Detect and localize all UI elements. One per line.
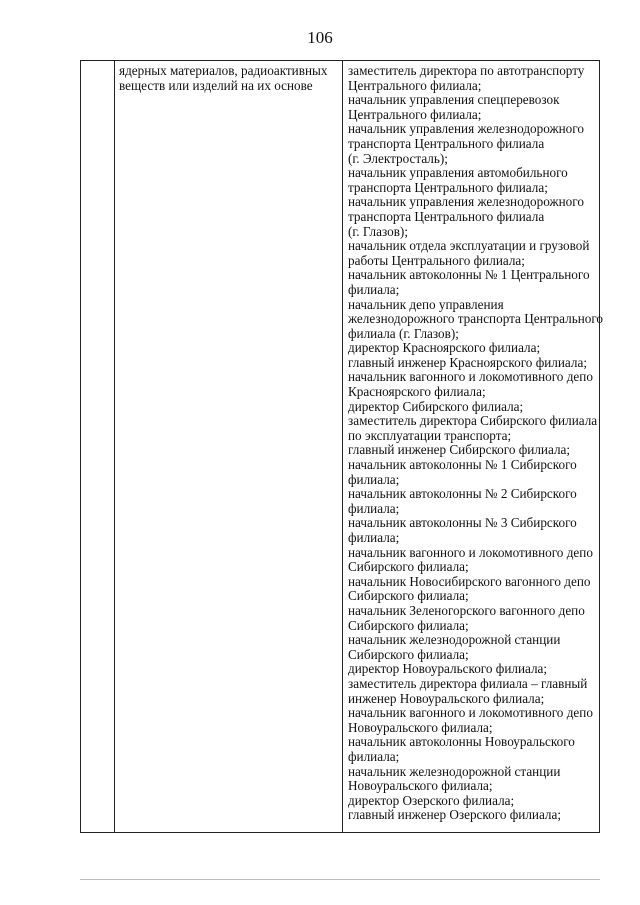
cell-text-line: Центрального филиала; xyxy=(348,77,482,93)
table-cell-positions xyxy=(348,63,604,823)
cell-text-line: главный инженер Озерского филиала; xyxy=(348,807,562,823)
cell-text-line: начальник автоколонны № 1 Сибирского xyxy=(348,457,577,473)
cell-text-line: по эксплуатации транспорта; xyxy=(348,427,512,443)
cell-text-line: заместитель директора по автотранспорту xyxy=(348,63,585,78)
cell-text-line: ядерных материалов, радиоактивных xyxy=(119,63,328,78)
cell-text-line: работы Центрального филиала; xyxy=(348,252,525,268)
cell-text-line: начальник автоколонны № 1 Центрального xyxy=(348,267,590,283)
cell-text-line: директор Новоуральского филиала; xyxy=(348,661,548,677)
page-footer-rule xyxy=(80,879,600,880)
cell-text-line: филиала (г. Глазов); xyxy=(348,325,459,341)
cell-text-line: главный инженер Сибирского филиала; xyxy=(348,442,571,458)
cell-text-line: директор Сибирского филиала; xyxy=(348,398,524,414)
cell-text-line: Сибирского филиала; xyxy=(348,559,469,575)
column-divider xyxy=(342,61,343,832)
cell-text-line: Новоуральского филиала; xyxy=(348,778,493,794)
cell-text-line: филиала; xyxy=(348,281,400,297)
cell-text-line: начальник железнодорожной станции xyxy=(348,763,561,779)
table-cell-activity xyxy=(119,64,337,93)
cell-text-line: начальник управления автомобильного xyxy=(348,165,568,181)
cell-text-line: инженер Новоуральского филиала; xyxy=(348,690,545,706)
cell-text-line: заместитель директора филиала – главный xyxy=(348,675,588,691)
cell-text-line: начальник автоколонны № 2 Сибирского xyxy=(348,486,577,502)
cell-text-line: (г. Электросталь); xyxy=(348,150,448,166)
cell-text-line: директор Красноярского филиала; xyxy=(348,340,541,356)
cell-text-line: начальник управления железнодорожного xyxy=(348,121,584,137)
cell-text-line: начальник вагонного и локомотивного депо xyxy=(348,544,593,560)
cell-text-line: заместитель директора Сибирского филиала xyxy=(348,413,598,429)
cell-text-line: филиала; xyxy=(348,500,400,516)
page-number: 106 xyxy=(307,28,333,47)
cell-text-line: Красноярского филиала; xyxy=(348,384,486,400)
cell-text-line: транспорта Центрального филиала; xyxy=(348,179,548,195)
cell-text-line: главный инженер Красноярского филиала; xyxy=(348,354,587,370)
cell-text-line: начальник отдела эксплуатации и грузовой xyxy=(348,238,590,254)
cell-text-line: начальник Зеленогорского вагонного депо xyxy=(348,602,585,618)
cell-text-line: начальник депо управления xyxy=(348,296,504,312)
cell-text-line: начальник автоколонны № 3 Сибирского xyxy=(348,515,577,531)
cell-text-line: начальник управления железнодорожного xyxy=(348,194,584,210)
cell-text-line: веществ или изделий на их основе xyxy=(119,77,313,93)
cell-text-line: Сибирского филиала; xyxy=(348,617,469,633)
cell-text-line: Сибирского филиала; xyxy=(348,588,469,604)
cell-text-line: Сибирского филиала; xyxy=(348,646,469,662)
cell-text-line: транспорта Центрального филиала xyxy=(348,135,545,151)
cell-text-line: филиала; xyxy=(348,530,400,545)
cell-text-line: начальник вагонного и локомотивного депо xyxy=(348,705,593,721)
cell-text-line: транспорта Центрального филиала xyxy=(348,208,545,224)
column-divider xyxy=(114,61,115,832)
cell-text-line: начальник автоколонны Новоуральского xyxy=(348,734,575,750)
cell-text-line: Центрального филиала; xyxy=(348,106,482,122)
cell-text-line: директор Озерского филиала; xyxy=(348,792,515,808)
cell-text-line: филиала; xyxy=(348,748,400,764)
cell-text-line: начальник управления спецперевозок xyxy=(348,92,560,108)
cell-text-line: Новоуральского филиала; xyxy=(348,719,493,735)
document-table xyxy=(80,60,604,833)
cell-text-line: железнодорожного транспорта Центрального xyxy=(348,311,604,327)
cell-text-line: филиала; xyxy=(348,471,400,487)
cell-text-line: начальник железнодорожной станции xyxy=(348,632,561,648)
cell-text-line: начальник вагонного и локомотивного депо xyxy=(348,369,593,385)
cell-text-line: начальник Новосибирского вагонного депо xyxy=(348,573,591,589)
cell-text-line: (г. Глазов); xyxy=(348,223,408,239)
